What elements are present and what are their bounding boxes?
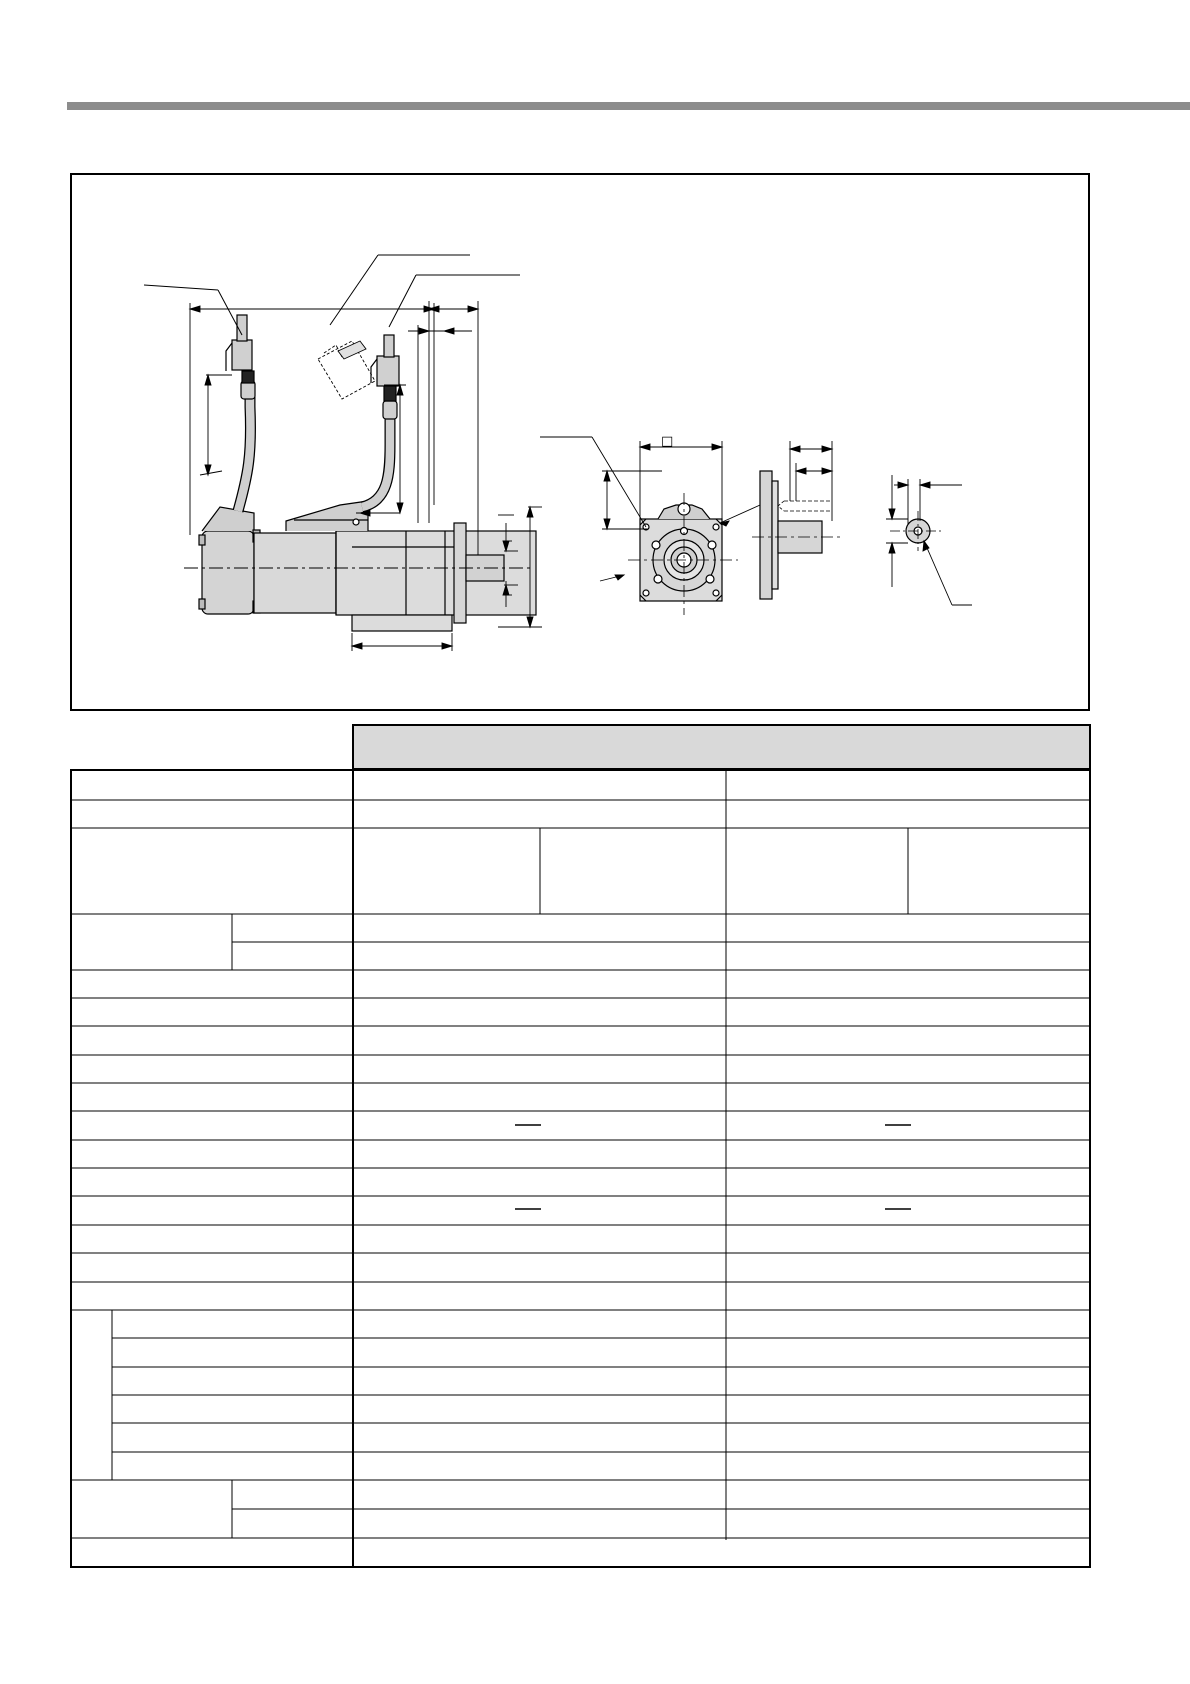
shaft-end-dimensions xyxy=(886,475,972,605)
shaft-side-dimensions xyxy=(790,441,832,521)
motor-side-view xyxy=(184,501,536,631)
motor-cables xyxy=(226,315,399,511)
header-rule xyxy=(67,102,1190,110)
shaft-end-view xyxy=(890,511,944,551)
table-header-band xyxy=(353,725,1090,769)
spec-table xyxy=(70,724,1092,1568)
dimension-drawing-frame xyxy=(70,173,1090,711)
shaft-side-view xyxy=(752,471,842,599)
leader-lines xyxy=(144,255,520,335)
motor-outline-drawing xyxy=(72,175,1088,709)
spec-table-grid xyxy=(70,724,1092,1568)
square-mark: □ xyxy=(661,434,674,449)
motor-front-view xyxy=(628,493,738,615)
